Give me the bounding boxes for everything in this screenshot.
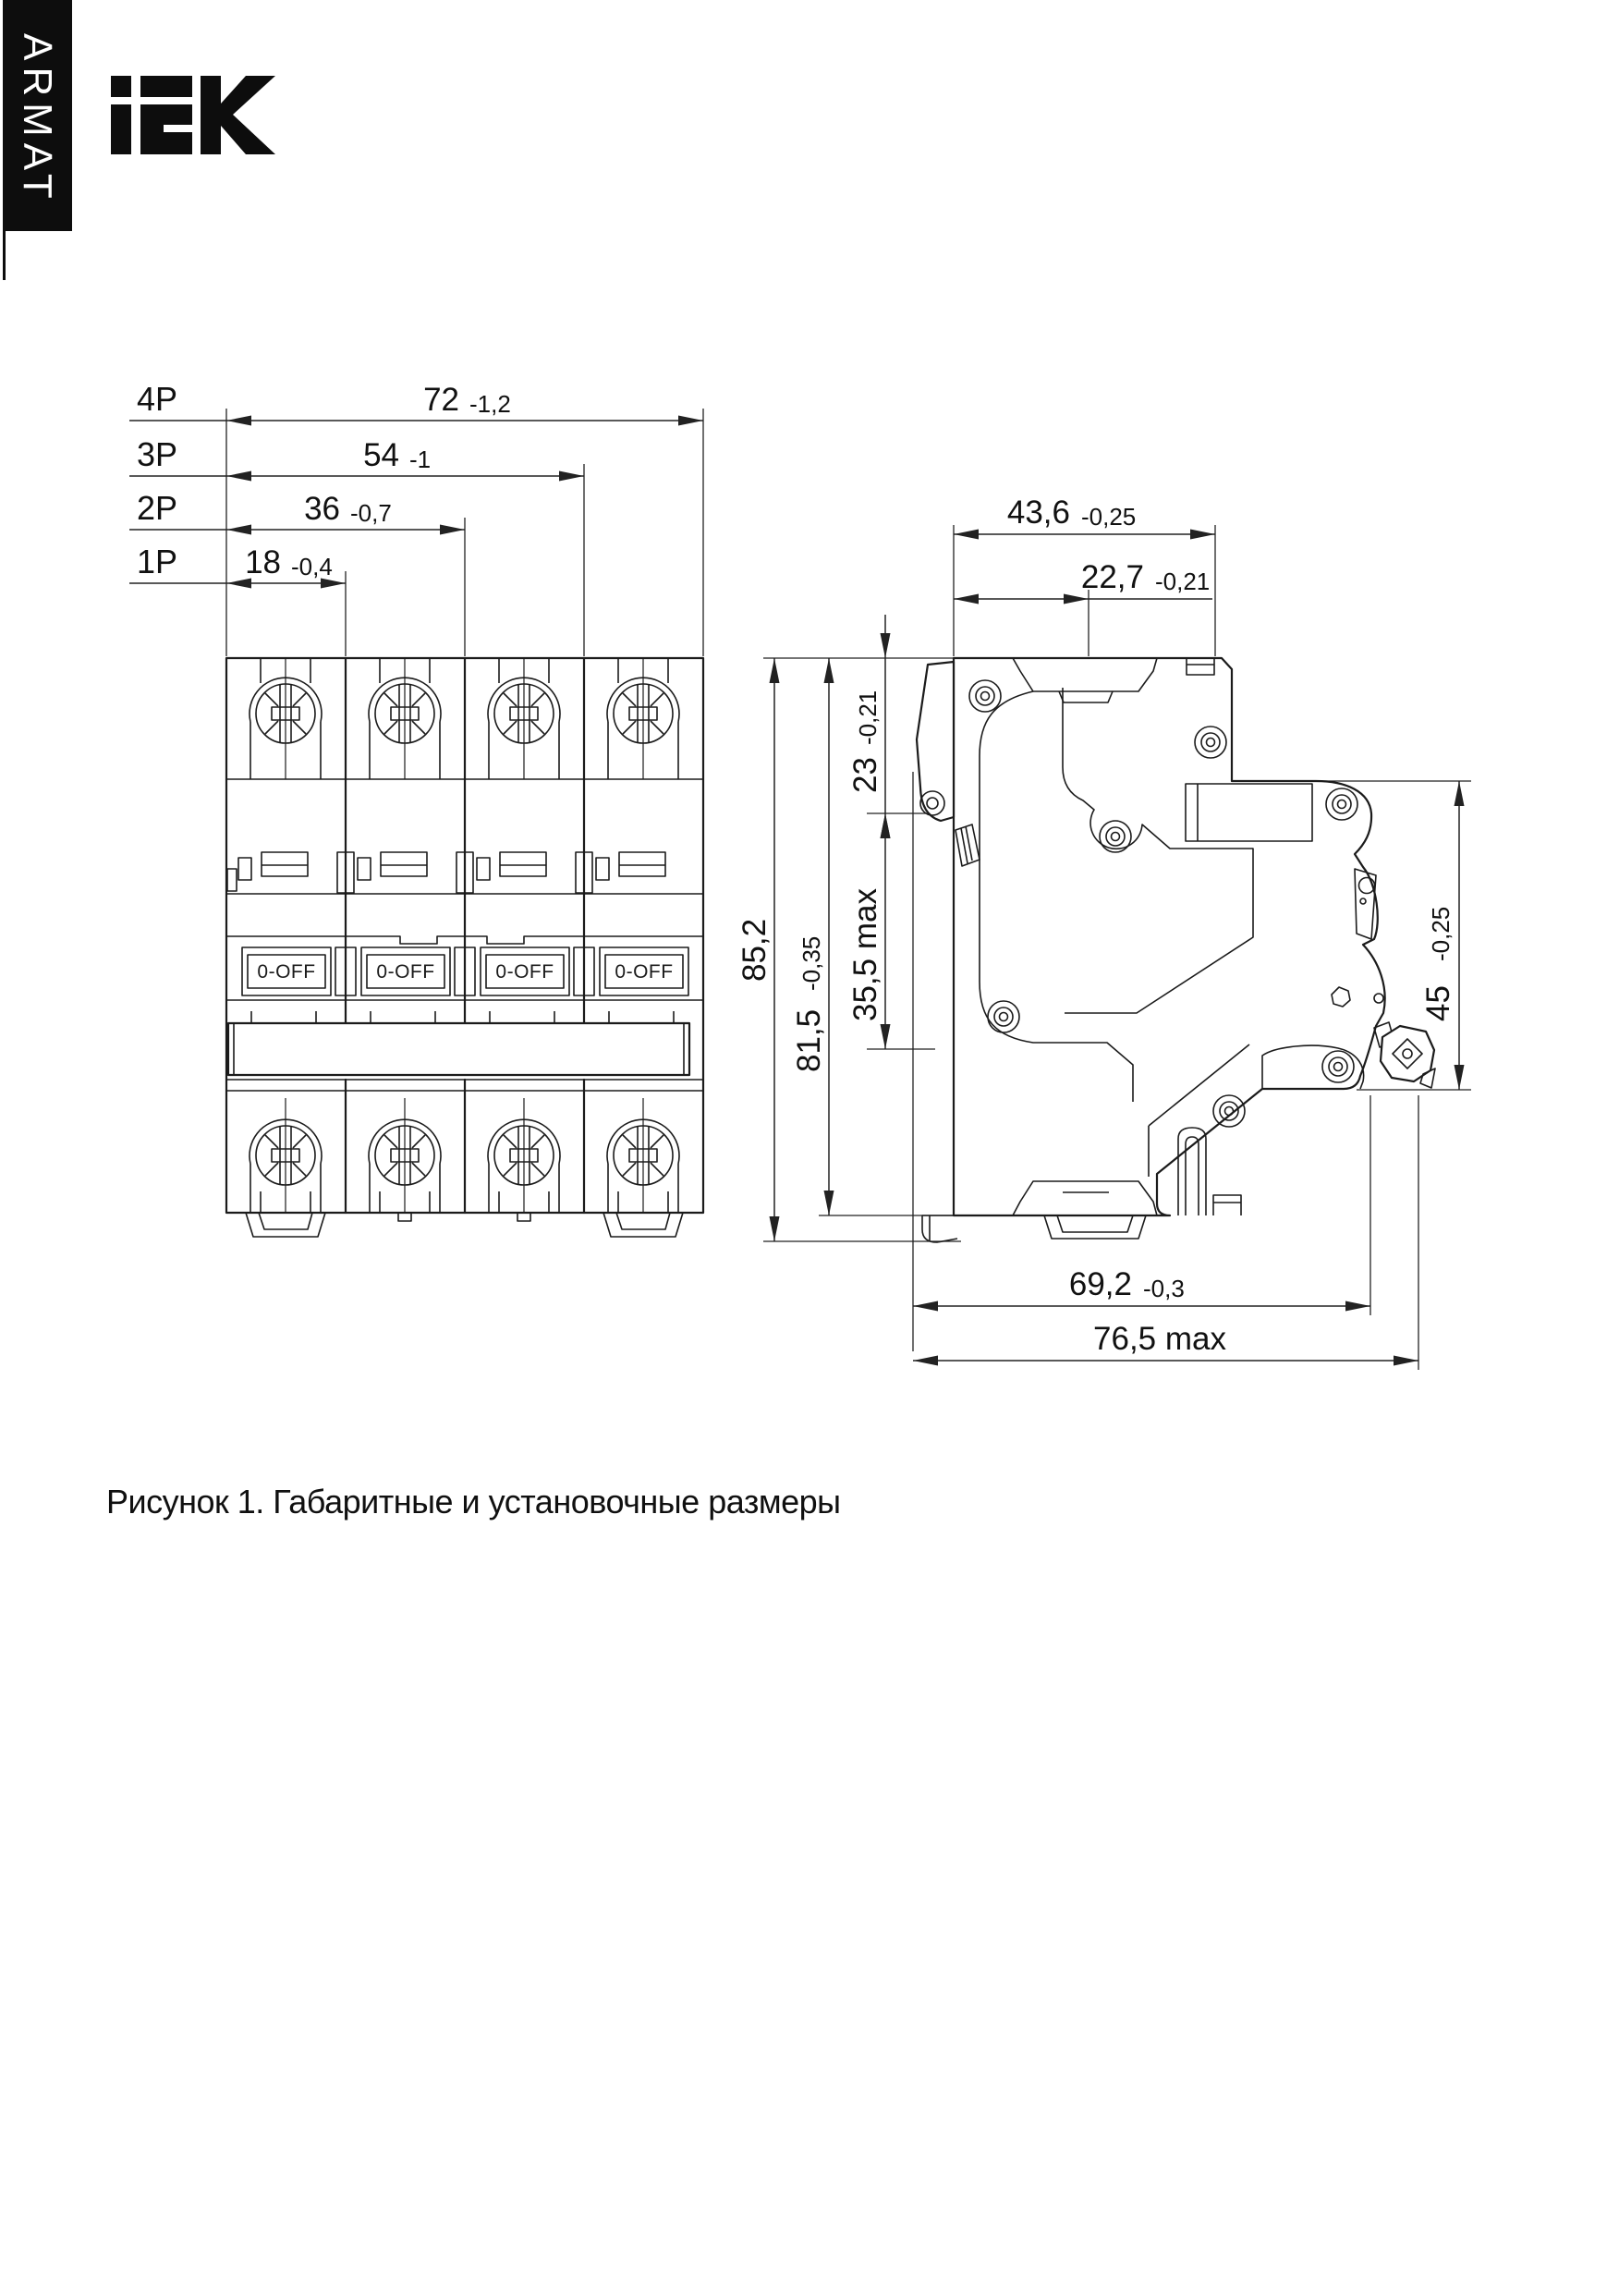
dim-tolerance: -0,21	[854, 690, 882, 745]
dim-value: 23	[847, 757, 883, 793]
dim-value: 69,2	[1068, 1266, 1132, 1302]
iek-logo	[111, 76, 275, 154]
breaker-side-body	[917, 658, 1435, 1242]
dim-value: 43,6	[1006, 495, 1070, 531]
dim-value: 36	[304, 491, 340, 527]
front-dimension-2p	[129, 489, 465, 535]
dim-tolerance: -1,2	[469, 390, 511, 418]
switch-state-label: 0-OFF	[495, 961, 554, 983]
switch-state-label: 0-OFF	[376, 961, 435, 983]
handle-tie-bar	[228, 1023, 689, 1075]
mounting-feet	[246, 1213, 683, 1237]
dim-tolerance: -0,4	[291, 553, 333, 580]
pole-label: 3P	[137, 435, 178, 473]
dim-tolerance: -0,3	[1143, 1275, 1185, 1302]
dim-value: 35,5 max	[847, 888, 883, 1021]
brand-banner	[3, 0, 72, 280]
dim-value: 22,7	[1080, 559, 1144, 595]
dim-value: 85,2	[736, 918, 773, 982]
dim-value: 72	[423, 382, 459, 418]
dim-value: 76,5 max	[1093, 1321, 1226, 1357]
figure-caption: Рисунок 1. Габаритные и установочные размеры	[106, 1483, 841, 1520]
dim-tolerance: -1	[409, 446, 432, 473]
dim-tolerance: -0,25	[1427, 906, 1455, 961]
dim-tolerance: -0,35	[797, 935, 825, 991]
mid-clips	[227, 852, 665, 893]
side-dimension-width-handle	[954, 559, 1212, 656]
dim-tolerance: -0,21	[1155, 568, 1211, 595]
side-dimension-handle-travel	[847, 813, 935, 1049]
side-dimension-handle-offset	[847, 615, 926, 838]
side-dimension-depth-max	[913, 1095, 1418, 1370]
pole-label: 2P	[137, 489, 178, 527]
pole-label: 4P	[137, 380, 178, 418]
dim-value: 54	[363, 437, 399, 473]
switch-state-label: 0-OFF	[615, 961, 674, 983]
dim-tolerance: -0,7	[350, 499, 392, 527]
front-dimension-4p	[129, 380, 703, 426]
side-feet	[922, 1215, 1146, 1242]
front-dimension-3p	[129, 435, 584, 482]
side-dimension-din-recess	[1232, 781, 1471, 1090]
series-label: ARMAT	[15, 33, 60, 205]
dim-value: 81,5	[791, 1008, 827, 1072]
din-latch	[1332, 869, 1435, 1088]
side-view	[736, 495, 1471, 1370]
switch-state-label: 0-OFF	[257, 961, 316, 983]
dim-tolerance: -0,25	[1081, 503, 1137, 531]
front-dimension-1p	[129, 543, 346, 589]
side-dimension-depth-body	[913, 772, 1370, 1351]
dim-value: 45	[1420, 985, 1456, 1021]
breaker-front-body	[226, 658, 703, 1237]
dim-value: 18	[245, 544, 281, 580]
front-view	[129, 380, 703, 1237]
pole-label: 1P	[137, 543, 178, 580]
